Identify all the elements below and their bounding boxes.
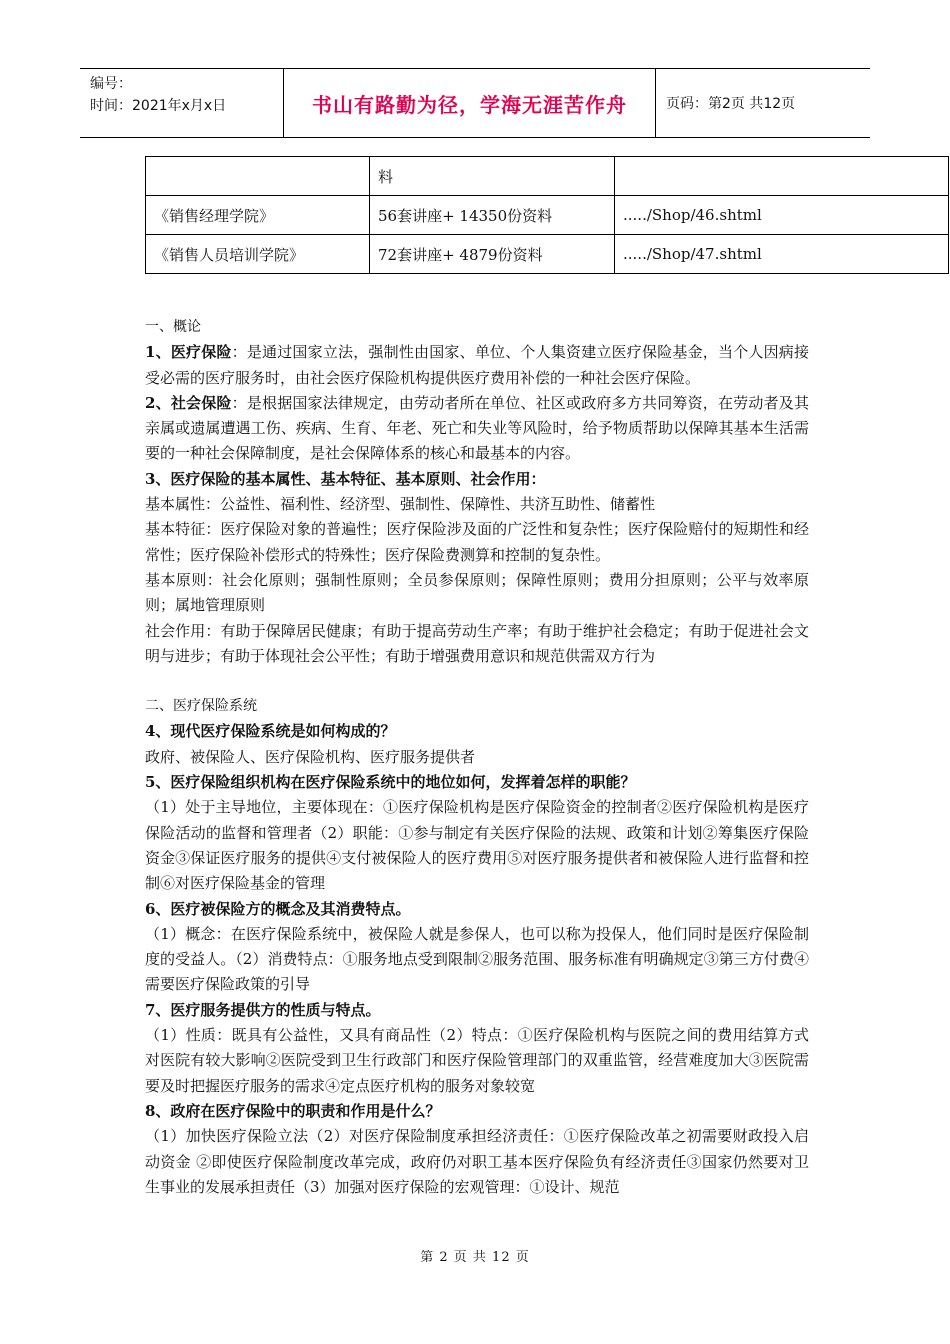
paragraph-2: 2、社会保险：是根据国家法律规定，由劳动者所在单位、社区或政府多方共同筹资，在劳动者及其亲属或遗属遭遇工伤、疾病、生育、年老、死亡和失业等风险时，给予物质帮助以保障其基本生活需要的一种社会保障制度，是社会保障体系的核心和最基本的内容。 <box>145 393 809 463</box>
table-cell: ...../Shop/47.shtml <box>615 235 949 274</box>
answer-6: （1）概念：在医疗保险系统中，被保险人就是参保人，也可以称为投保人，他们同时是医疗保险制度的受益人。（2）消费特点：①服务地点受到限制②服务范围、服务标准有明确规定③第三方付费④需要医疗保险政策的引导 <box>145 924 809 994</box>
header-page-info: 页码：第2页 共12页 <box>666 96 796 112</box>
term-social-insurance: 社会保险 <box>170 393 232 412</box>
answer-8: （1）加快医疗保险立法（2）对医疗保险制度承担经济责任：①医疗保险改革之初需要财政投入启动资金 ②即使医疗保险制度改革完成，政府仍对职工基本医疗保险负有经济责任③国家仍然要对卫生事业的发展承担责任（3）加强对医疗保险的宏观管理：①设计、规范 <box>145 1127 809 1196</box>
question-8: 8、政府在医疗保险中的职责和作用是什么？ <box>145 1101 441 1120</box>
table-row <box>146 196 949 235</box>
resource-table <box>145 156 949 274</box>
answer-4: 政府、被保险人、医疗保险机构、医疗服务提供者 <box>145 747 476 766</box>
table-cell <box>146 157 370 196</box>
paragraph-1: 1、医疗保险：是通过国家立法，强制性由国家、单位、个人集资建立医疗保险基金，当个人因病接受必需的医疗服务时，由社会医疗保险机构提供医疗费用补偿的一种社会医疗保险。 <box>145 343 809 387</box>
basic-principles: 基本原则：社会化原则；强制性原则；全员参保原则；保障性原则；费用分担原则；公平与效率原则；属地管理原则 <box>145 570 809 615</box>
question-3: 3、医疗保险的基本属性、基本特征、基本原则、社会作用： <box>145 469 546 488</box>
main-content <box>145 315 809 1200</box>
table-cell: 56套讲座+ 14350份资料 <box>370 196 615 235</box>
term-medical-insurance: 医疗保险 <box>170 343 232 362</box>
table-cell: 《销售经理学院》 <box>146 196 370 235</box>
table-row <box>146 157 949 196</box>
table-cell: 72套讲座+ 4879份资料 <box>370 235 615 274</box>
page-header <box>80 68 870 138</box>
header-motto: 书山有路勤为径，学海无涯苦作舟 <box>283 69 656 137</box>
section-title: 二、医疗保险系统 <box>145 698 257 715</box>
table-cell: 料 <box>370 157 615 196</box>
question-6: 6、医疗被保险方的概念及其消费特点。 <box>145 899 411 918</box>
social-role: 社会作用：有助于保障居民健康；有助于提高劳动生产率；有助于维护社会稳定；有助于促进社会文明与进步；有助于体现社会公平性；有助于增强费用意识和规范供需双方行为 <box>145 621 809 665</box>
section-title: 一、概论 <box>145 319 201 335</box>
table-cell: ...../Shop/46.shtml <box>615 196 949 235</box>
question-5: 5、医疗保险组织机构在医疗保险系统中的地位如何，发挥着怎样的职能？ <box>145 773 636 792</box>
basic-features: 基本特征：医疗保险对象的普遍性；医疗保险涉及面的广泛性和复杂性；医疗保险赔付的短期性和经常性；医疗保险补偿形式的特殊性；医疗保险费测算和控制的复杂性。 <box>145 520 809 564</box>
table-cell: 《销售人员培训学院》 <box>146 235 370 274</box>
header-left <box>80 69 283 137</box>
answer-7: （1）性质：既具有公益性，又具有商品性（2）特点：①医疗保险机构与医院之间的费用结算方式对医院有较大影响②医院受到卫生行政部门和医疗保险管理部门的双重监管，经营难度加大③医院需要及时把握医疗服务的需求④定点医疗机构的服务对象较宽 <box>145 1026 809 1095</box>
table-cell <box>615 157 949 196</box>
question-7: 7、医疗服务提供方的性质与特点。 <box>145 1000 381 1019</box>
page-footer: 第 2 页 共 12 页 <box>420 1250 530 1265</box>
question-4: 4、现代医疗保险系统是如何构成的？ <box>145 722 396 741</box>
date-line: 时间：2021年x月x日 <box>90 98 227 114</box>
basic-attributes: 基本属性：公益性、福利性、经济型、强制性、保障性、共济互助性、储蓄性 <box>145 495 656 514</box>
answer-5: （1）处于主导地位，主要体现在：①医疗保险机构是医疗保险资金的控制者②医疗保险机构是医疗保险活动的监督和管理者（2）职能：①参与制定有关医疗保险的法规、政策和计划②筹集医疗保险资金③保证医疗服务的提供④支付被保险人的医疗费用⑤对医疗服务提供者和被保险人进行监督和控制⑥对医疗保险基金的管理 <box>145 798 809 893</box>
number-label: 编号： <box>90 76 132 92</box>
table-row <box>146 235 949 274</box>
